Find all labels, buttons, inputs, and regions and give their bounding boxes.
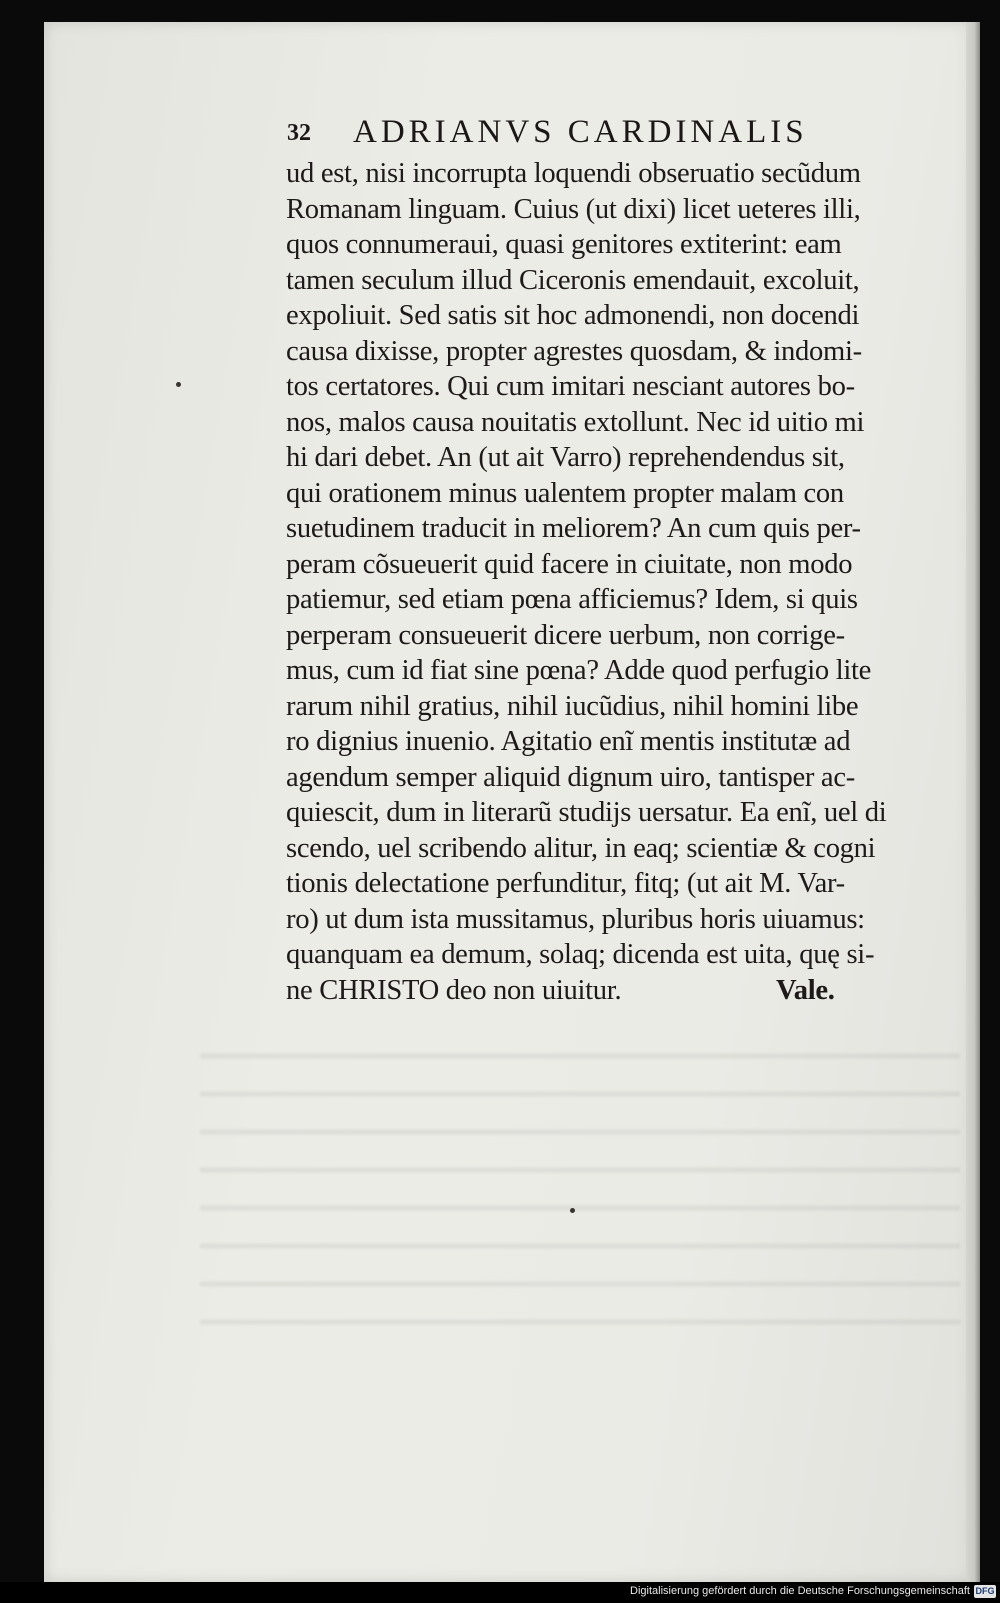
text-line: agendum semper aliquid dignum uiro, tantisper ac- [286,761,855,793]
text-line: peram cõsueuerit quid facere in ciuitate, non modo [286,548,853,580]
page-header [287,114,887,154]
text-line: Romanam linguam. Cuius (ut dixi) licet ueteres illi, [286,193,861,225]
text-line: quiescit, dum in literarũ studijs uersatur. Ea enĩ, uel di [286,797,887,828]
text-line: scendo, uel scribendo alitur, in eaq; scientiæ & cogni [286,832,876,864]
funding-credit: Digitalisierung gefördert durch die Deutsche Forschungsgemeinschaft [630,1585,970,1597]
ink-spot [570,1208,575,1213]
text-line: expoliuit. Sed satis sit hoc admonendi, non docendi [286,300,860,331]
text-line: tamen seculum illud Ciceronis emendauit, excoluit, [286,264,860,296]
text-line: causa dixisse, propter agrestes quosdam, & indomi- [286,335,862,367]
text-line: tos certatores. Qui cum imitari nesciant autores bo- [286,371,855,402]
text-line: perperam consueuerit dicere uerbum, non corrige- [286,619,845,651]
show-through-text [200,1035,960,1345]
text-line: ud est, nisi incorrupta loquendi obseruatio secũdum [286,158,861,189]
closing-text: ne CHRISTO deo non uiuitur. [286,974,622,1006]
text-line: ro dignius inuenio. Agitatio enĩ mentis institutæ ad [286,726,851,757]
text-line: qui orationem minus ualentem propter malam con [286,477,844,509]
closing-line [286,973,966,1009]
text-line: rarum nihil gratius, nihil iucũdius, nihil homini libe [286,690,859,722]
closing-salutation: Vale. [776,974,835,1006]
body-text [286,156,966,1008]
text-line: patiemur, sed etiam pœna afficiemus? Idem, si quis [286,584,858,615]
page-edge [966,22,980,1582]
text-line: nos, malos causa nouitatis extollunt. Nec id uitio mi [286,406,865,438]
dfg-logo-icon: DFG [975,1586,995,1596]
folio-number: 32 [287,120,311,146]
running-head: ADRIANVS CARDINALIS [353,114,808,150]
text-line: hi dari debet. An (ut ait Varro) reprehendendus sit, [286,442,845,473]
text-line: quos connumeraui, quasi genitores extiterint: eam [286,229,842,260]
text-line: ro) ut dum ista mussitamus, pluribus horis uiuamus: [286,903,865,935]
text-line: tionis delectatione perfunditur, fitq; (ut ait M. Var- [286,868,845,899]
text-line: quanquam ea demum, solaq; dicenda est uita, quę si- [286,939,875,970]
text-line: mus, cum id fiat sine pœna? Adde quod perfugio lite [286,655,872,686]
text-line: suetudinem traducit in meliorem? An cum quis per- [286,513,861,544]
ink-spot [176,382,181,387]
